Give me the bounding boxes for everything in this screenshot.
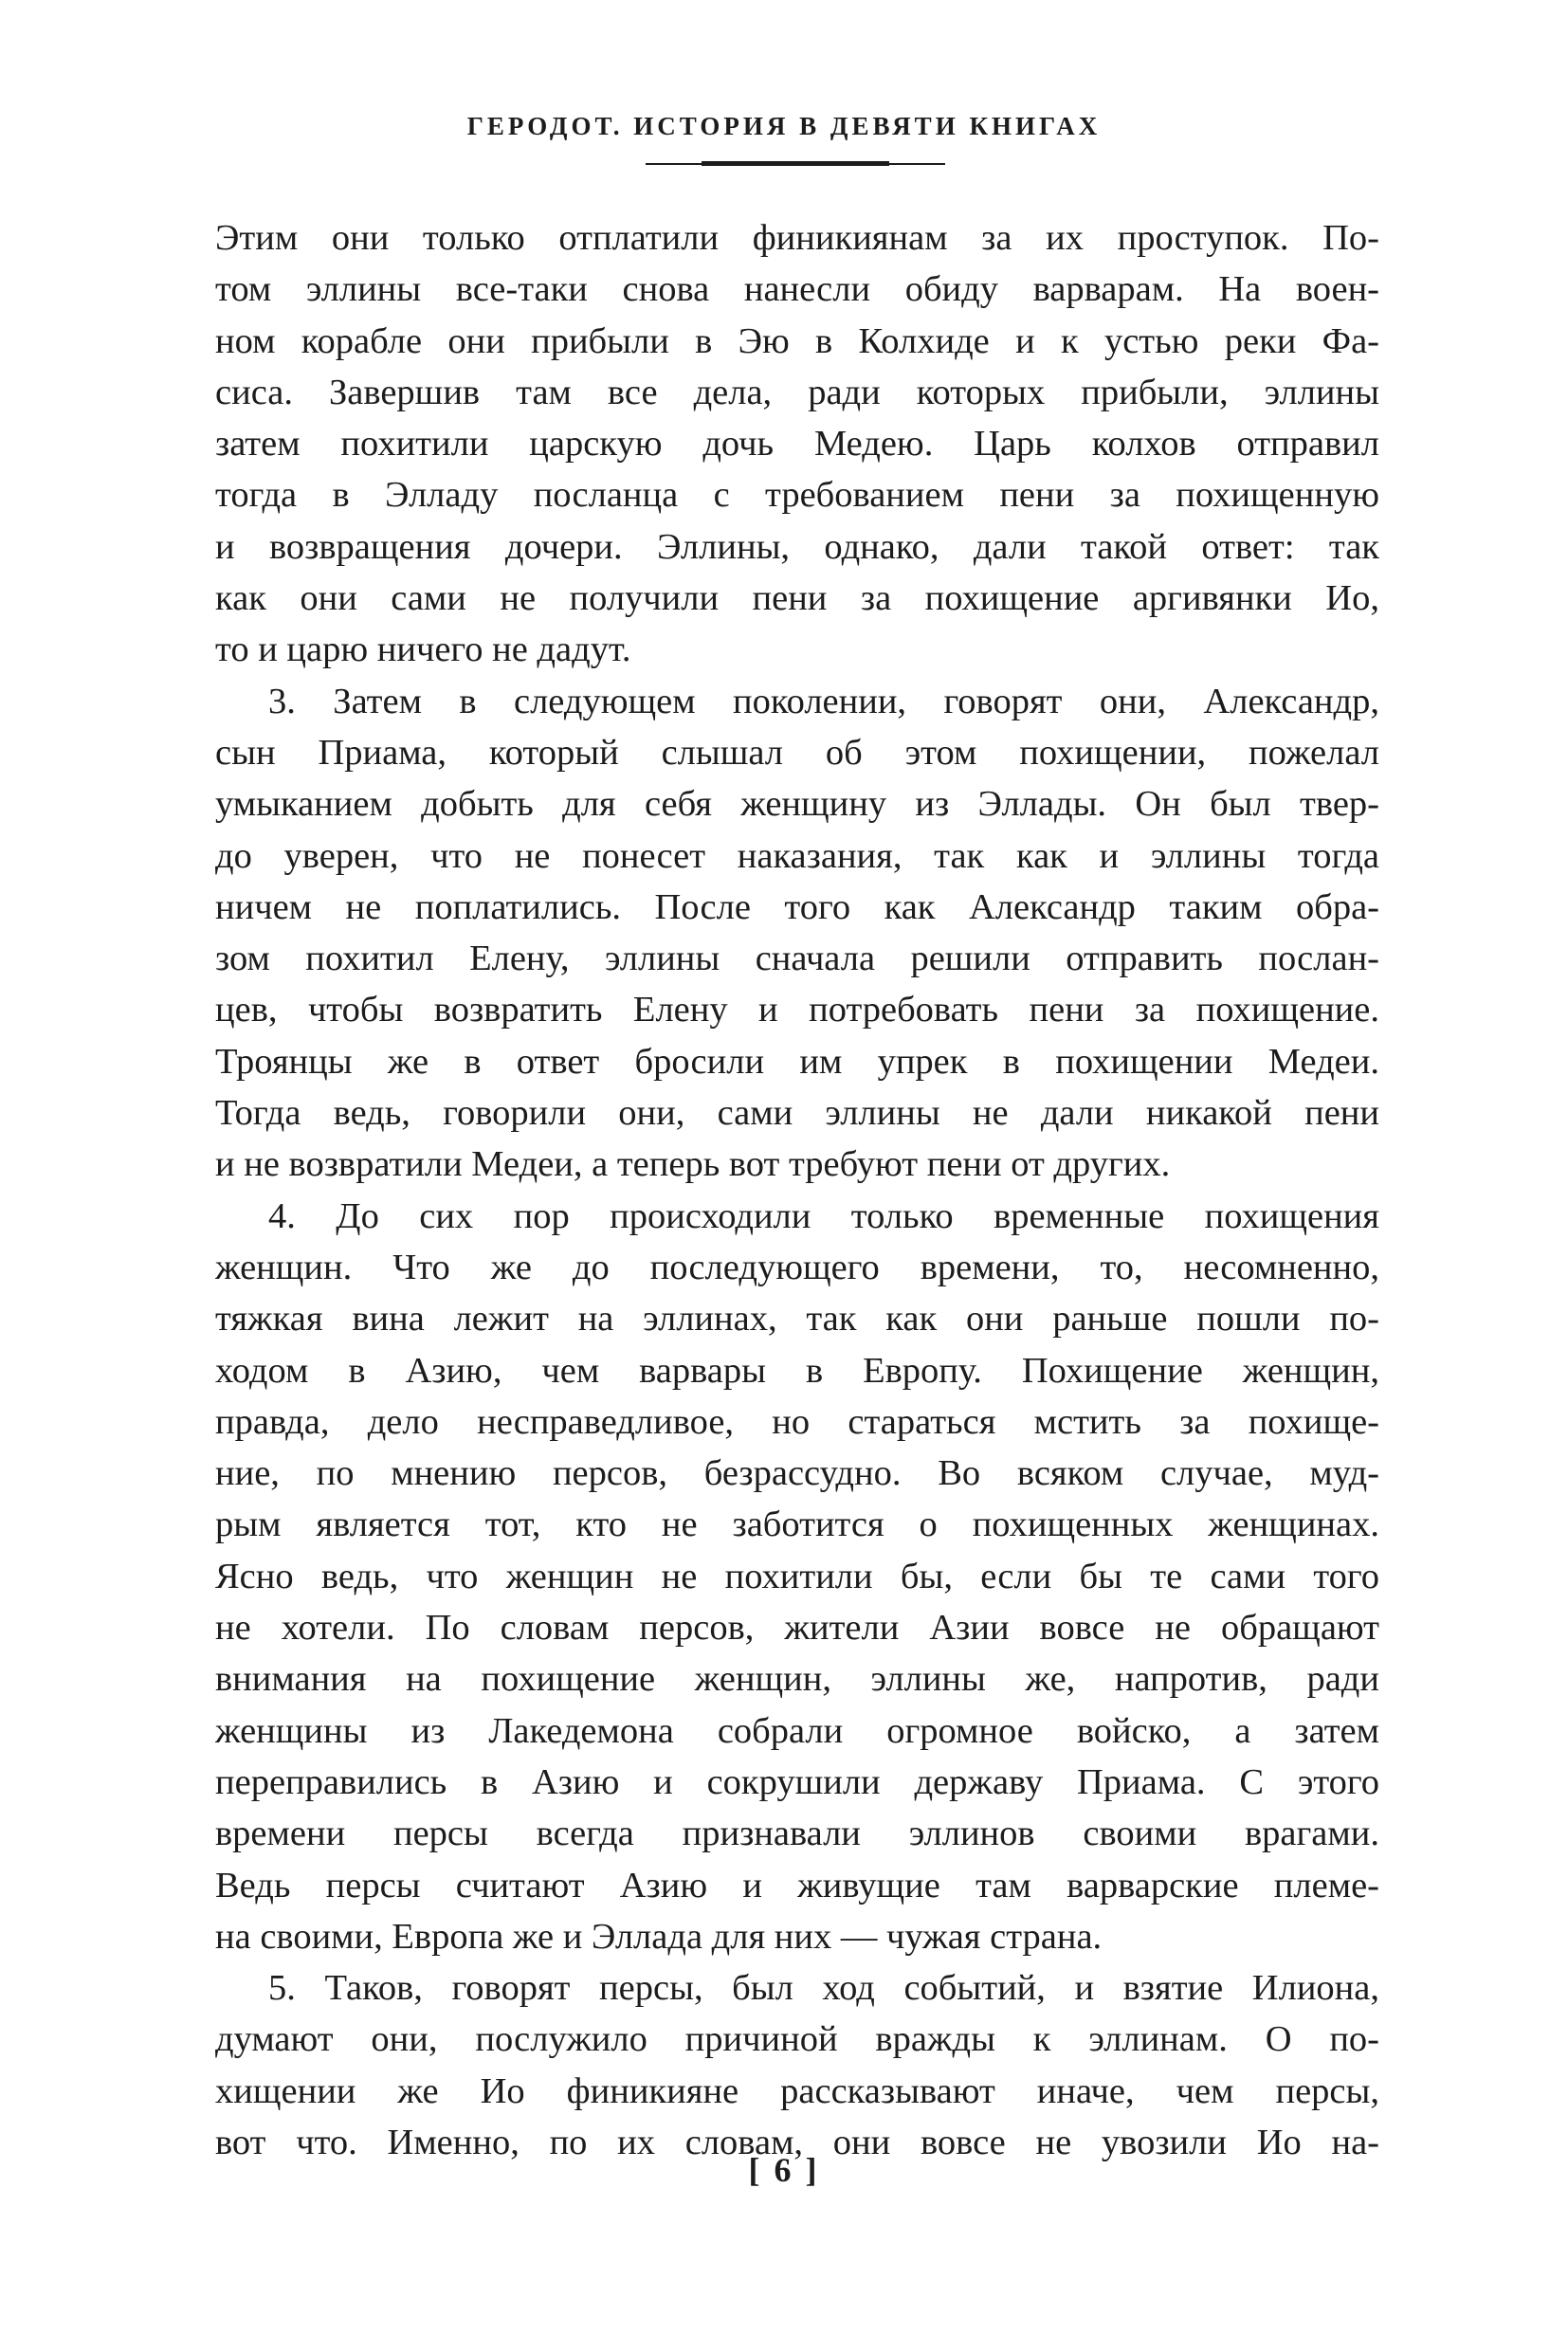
- text-line: ничем не поплатились. После того как Александр таким обра-: [215, 886, 1379, 927]
- page-number: [ 6 ]: [748, 2151, 820, 2189]
- text-line: тогда в Элладу посланца с требованием пени за похищенную: [215, 475, 1379, 516]
- text-line: не хотели. По словам персов, жители Азии вовсе не обращают: [215, 1608, 1379, 1649]
- text-line: Этим они только отплатили финикиянам за их проступок. По-: [215, 218, 1379, 258]
- text-line: на своими, Европа же и Эллада для них — чужая страна.: [215, 1916, 1103, 1957]
- text-line: правда, дело несправедливое, но стараться мстить за похище-: [215, 1401, 1379, 1442]
- body-text: [215, 212, 1379, 2168]
- text-line: женщины из Лакедемона собрали огромное войско, а затем: [215, 1710, 1379, 1751]
- text-line: думают они, послужило причиной вражды к эллинам. О по-: [215, 2019, 1379, 2060]
- text-line: до уверен, что не понесет наказания, так как и эллины тогда: [215, 835, 1379, 876]
- text-line: сиса. Завершив там все дела, ради которых прибыли, эллины: [215, 372, 1379, 412]
- paragraph-3-start: 3. Затем в следующем поколении, говорят они, Александр,: [268, 681, 1379, 721]
- text-line: рым является тот, кто не заботится о похищенных женщинах.: [215, 1504, 1379, 1545]
- text-line: Тогда ведь, говорили они, сами эллины не дали никакой пени: [215, 1093, 1379, 1134]
- header-rule-accent: [702, 161, 889, 166]
- paragraph-5-start: 5. Таков, говорят персы, был ход событий, и взятие Илиона,: [268, 1968, 1379, 2009]
- text-line: цев, чтобы возвратить Елену и потребовать пени за похищение.: [215, 990, 1379, 1030]
- text-line: переправились в Азию и сокрушили державу Приама. С этого: [215, 1761, 1379, 1802]
- text-line: ние, по мнению персов, безрассудно. Во всяком случае, муд-: [215, 1453, 1379, 1494]
- text-line: Ведь персы считают Азию и живущие там варварские племе-: [215, 1865, 1379, 1905]
- text-line: вот что. Именно, по их словам, они вовсе не увозили Ио на-: [215, 2122, 1379, 2162]
- text-line: и возвращения дочери. Эллины, однако, дали такой ответ: так: [215, 526, 1379, 567]
- text-line: ном корабле они прибыли в Эю в Колхиде и к устью реки Фа-: [215, 320, 1379, 361]
- text-line: ходом в Азию, чем варвары в Европу. Похищение женщин,: [215, 1350, 1379, 1391]
- text-line: как они сами не получили пени за похищение аргивянки Ио,: [215, 578, 1379, 619]
- text-line: времени персы всегда признавали эллинов своими врагами.: [215, 1814, 1379, 1854]
- paragraph-4-start: 4. До сих пор происходили только временные похищения: [268, 1195, 1379, 1236]
- text-line: сын Приама, который слышал об этом похищении, пожелал: [215, 732, 1379, 773]
- text-line: зом похитил Елену, эллины сначала решили отправить послан-: [215, 939, 1379, 979]
- text-line: и не возвратили Медеи, а теперь вот требуют пени от других.: [215, 1144, 1171, 1185]
- text-line: тяжкая вина лежит на эллинах, так как они раньше пошли по-: [215, 1299, 1379, 1340]
- text-line: внимания на похищение женщин, эллины же, напротив, ради: [215, 1659, 1379, 1700]
- running-head: ГЕРОДОТ. ИСТОРИЯ В ДЕВЯТИ КНИГАХ: [466, 112, 1102, 140]
- text-line: затем похитили царскую дочь Медею. Царь колхов отправил: [215, 424, 1379, 465]
- text-line: хищении же Ио финикияне рассказывают иначе, чем персы,: [215, 2070, 1379, 2111]
- text-line: Троянцы же в ответ бросили им упрек в похищении Медеи.: [215, 1041, 1379, 1082]
- text-line: умыканием добыть для себя женщину из Эллады. Он был твер-: [215, 784, 1379, 825]
- text-line: том эллины все-таки снова нанесли обиду варварам. На воен-: [215, 269, 1379, 310]
- text-line: Ясно ведь, что женщин не похитили бы, если бы те сами того: [215, 1556, 1379, 1596]
- text-line: то и царю ничего не дадут.: [215, 629, 631, 670]
- text-line: женщин. Что же до последующего времени, то, несомненно,: [215, 1247, 1379, 1287]
